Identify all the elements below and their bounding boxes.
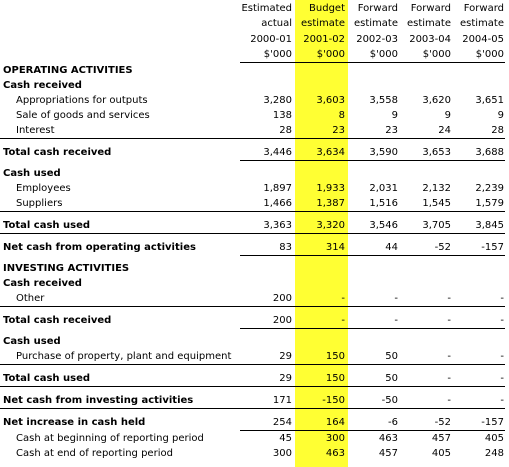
total-value: 3,705 bbox=[399, 212, 452, 234]
cell-value: 28 bbox=[491, 125, 504, 136]
subsection-heading: Cash received bbox=[3, 278, 82, 289]
net-increase-row bbox=[0, 409, 505, 431]
subsection-heading: Cash used bbox=[3, 168, 61, 179]
net-increase-value: -52 bbox=[399, 409, 452, 431]
row-label: Appropriations for outputs bbox=[16, 95, 148, 106]
table-row bbox=[0, 446, 505, 461]
total-label: Total cash received bbox=[0, 307, 240, 329]
row-label: Cash at end of reporting period bbox=[16, 448, 173, 459]
cell-value: 1,516 bbox=[369, 198, 398, 209]
column-header: 2003-04 bbox=[409, 33, 451, 45]
total-value: 29 bbox=[240, 365, 293, 387]
column-header: estimate bbox=[300, 18, 345, 30]
cell-value: 2,031 bbox=[369, 183, 398, 194]
total-value: 200 bbox=[240, 307, 293, 329]
net-row bbox=[0, 234, 505, 256]
cell-value: 2,239 bbox=[475, 183, 504, 194]
column-header: Forward bbox=[410, 3, 451, 14]
cell-value: 9 bbox=[391, 110, 398, 121]
net-value: 171 bbox=[240, 387, 293, 409]
cell-value: 29 bbox=[279, 351, 292, 362]
cell-value: 3,603 bbox=[316, 95, 345, 106]
cell-value: - bbox=[500, 351, 504, 362]
column-header: Budget bbox=[309, 3, 345, 14]
net-increase-value: -157 bbox=[452, 409, 505, 431]
total-row bbox=[0, 307, 505, 329]
net-value: -150 bbox=[293, 387, 346, 409]
column-header: $'000 bbox=[293, 47, 346, 63]
subsection-heading: Cash received bbox=[3, 80, 82, 91]
total-value: - bbox=[293, 307, 346, 329]
cell-value: 24 bbox=[438, 125, 451, 136]
cell-value: 23 bbox=[385, 125, 398, 136]
total-row bbox=[0, 212, 505, 234]
total-label: Total cash used bbox=[0, 212, 240, 234]
column-header: 2004-05 bbox=[462, 33, 504, 45]
cell-value: 1,545 bbox=[422, 198, 451, 209]
table-row bbox=[0, 108, 505, 123]
header-row-3 bbox=[0, 32, 505, 47]
cell-value: 300 bbox=[272, 448, 292, 459]
header-row-4 bbox=[0, 47, 505, 63]
header-row-2 bbox=[0, 16, 505, 31]
subsection-heading-row bbox=[0, 78, 505, 93]
table-row bbox=[0, 431, 505, 447]
total-value: - bbox=[399, 307, 452, 329]
net-value: -50 bbox=[346, 387, 399, 409]
cell-value: 463 bbox=[378, 433, 398, 444]
total-value: 3,320 bbox=[293, 212, 346, 234]
cell-value: 3,651 bbox=[475, 95, 504, 106]
row-label: Interest bbox=[16, 125, 55, 136]
column-header: 2001-02 bbox=[303, 33, 345, 45]
cell-value: 405 bbox=[431, 448, 451, 459]
total-value: - bbox=[346, 307, 399, 329]
net-value: - bbox=[452, 387, 505, 409]
cell-value: 200 bbox=[272, 293, 292, 304]
net-increase-value: 164 bbox=[293, 409, 346, 431]
section-heading-row bbox=[0, 261, 505, 276]
cell-value: 3,620 bbox=[422, 95, 451, 106]
net-value: -52 bbox=[399, 234, 452, 256]
row-label: Suppliers bbox=[16, 198, 63, 209]
cell-value: 405 bbox=[484, 433, 504, 444]
cell-value: 9 bbox=[497, 110, 504, 121]
cell-value: - bbox=[447, 351, 451, 362]
cell-value: - bbox=[341, 293, 345, 304]
row-label: Sale of goods and services bbox=[16, 110, 150, 121]
table-row bbox=[0, 93, 505, 108]
subsection-heading-row bbox=[0, 276, 505, 291]
cell-value: 50 bbox=[385, 351, 398, 362]
cell-value: 28 bbox=[279, 125, 292, 136]
total-value: 3,363 bbox=[240, 212, 293, 234]
total-value: 3,446 bbox=[240, 139, 293, 161]
total-value: 3,845 bbox=[452, 212, 505, 234]
cell-value: 457 bbox=[431, 433, 451, 444]
cash-flow-table bbox=[0, 1, 505, 461]
table-row bbox=[0, 123, 505, 139]
table-row bbox=[0, 291, 505, 307]
total-value: 3,653 bbox=[399, 139, 452, 161]
column-header: Forward bbox=[357, 3, 398, 14]
net-value: 83 bbox=[240, 234, 293, 256]
section-heading-row bbox=[0, 63, 505, 79]
net-increase-value: -6 bbox=[346, 409, 399, 431]
net-value: 44 bbox=[346, 234, 399, 256]
column-header: Estimated bbox=[241, 3, 292, 14]
row-label: Purchase of property, plant and equipment bbox=[16, 351, 232, 362]
cell-value: 3,558 bbox=[369, 95, 398, 106]
total-value: 3,688 bbox=[452, 139, 505, 161]
table-row bbox=[0, 196, 505, 212]
total-value: 3,546 bbox=[346, 212, 399, 234]
column-header: $'000 bbox=[240, 47, 293, 63]
net-label: Net cash from investing activities bbox=[0, 387, 240, 409]
cell-value: 9 bbox=[444, 110, 451, 121]
subsection-heading-row bbox=[0, 166, 505, 181]
column-header: estimate bbox=[353, 18, 398, 30]
net-row bbox=[0, 387, 505, 409]
total-row bbox=[0, 365, 505, 387]
cell-value: 1,466 bbox=[263, 198, 292, 209]
column-header: $'000 bbox=[399, 47, 452, 63]
cell-value: 248 bbox=[484, 448, 504, 459]
column-header: 2002-03 bbox=[356, 33, 398, 45]
total-row bbox=[0, 139, 505, 161]
header-row-1 bbox=[0, 1, 505, 16]
subsection-heading: Cash used bbox=[3, 336, 61, 347]
cell-value: - bbox=[447, 293, 451, 304]
section-heading: OPERATING ACTIVITIES bbox=[3, 65, 133, 76]
cell-value: 3,280 bbox=[263, 95, 292, 106]
column-header: $'000 bbox=[452, 47, 505, 63]
cell-value: 1,579 bbox=[475, 198, 504, 209]
cell-value: 1,933 bbox=[316, 183, 345, 194]
column-header: Forward bbox=[463, 3, 504, 14]
subsection-heading-row bbox=[0, 334, 505, 349]
cell-value: 138 bbox=[272, 110, 292, 121]
cell-value: 300 bbox=[325, 433, 345, 444]
total-value: 3,590 bbox=[346, 139, 399, 161]
table-row bbox=[0, 181, 505, 196]
net-increase-value: 254 bbox=[240, 409, 293, 431]
column-header: actual bbox=[261, 18, 292, 30]
cell-value: 1,387 bbox=[316, 198, 345, 209]
row-label: Other bbox=[16, 293, 45, 304]
net-increase-label: Net increase in cash held bbox=[0, 409, 240, 431]
cell-value: 463 bbox=[325, 448, 345, 459]
total-value: 3,634 bbox=[293, 139, 346, 161]
row-label: Cash at beginning of reporting period bbox=[16, 432, 204, 444]
total-label: Total cash received bbox=[0, 139, 240, 161]
cell-value: 150 bbox=[325, 351, 345, 362]
cell-value: 45 bbox=[279, 433, 292, 444]
column-header: $'000 bbox=[346, 47, 399, 63]
cell-value: - bbox=[500, 293, 504, 304]
column-header: 2000-01 bbox=[250, 33, 292, 45]
column-header: estimate bbox=[459, 18, 504, 30]
total-label: Total cash used bbox=[0, 365, 240, 387]
cell-value: 457 bbox=[378, 448, 398, 459]
total-value: 150 bbox=[293, 365, 346, 387]
cell-value: - bbox=[394, 293, 398, 304]
total-value: - bbox=[452, 365, 505, 387]
cell-value: 2,132 bbox=[422, 183, 451, 194]
table-row bbox=[0, 349, 505, 365]
net-value: 314 bbox=[293, 234, 346, 256]
total-value: - bbox=[399, 365, 452, 387]
cell-value: 8 bbox=[338, 110, 345, 121]
total-value: - bbox=[452, 307, 505, 329]
section-heading: INVESTING ACTIVITIES bbox=[3, 263, 130, 274]
row-label: Employees bbox=[16, 183, 71, 194]
total-value: 50 bbox=[346, 365, 399, 387]
column-header: estimate bbox=[406, 18, 451, 30]
net-label: Net cash from operating activities bbox=[0, 234, 240, 256]
net-value: -157 bbox=[452, 234, 505, 256]
cell-value: 23 bbox=[332, 125, 345, 136]
net-value: - bbox=[399, 387, 452, 409]
cell-value: 1,897 bbox=[263, 183, 292, 194]
